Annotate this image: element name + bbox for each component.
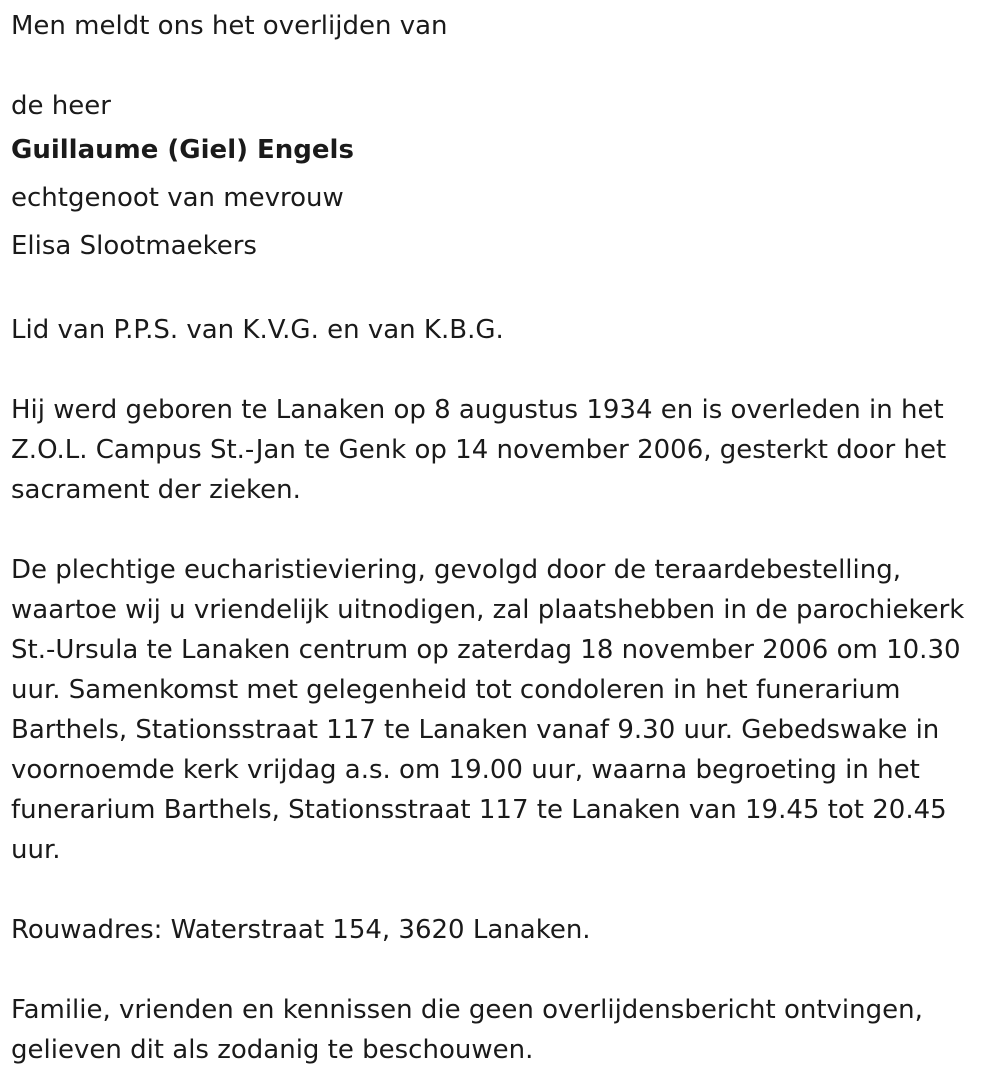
spouse-intro: echtgenoot van mevrouw bbox=[11, 183, 344, 213]
membership-text: Lid van P.P.S. van K.V.G. en van K.B.G. bbox=[11, 315, 504, 345]
intro-text: Men meldt ons het overlijden van bbox=[11, 11, 448, 41]
spacer bbox=[11, 350, 989, 390]
spouse-name: Elisa Slootmaekers bbox=[11, 231, 257, 261]
birth-death-paragraph bbox=[11, 390, 989, 510]
paragraph-line: uur. bbox=[11, 835, 61, 865]
spacer bbox=[11, 870, 989, 910]
paragraph-line: Z.O.L. Campus St.-Jan te Genk op 14 november 2006, gesterkt door het bbox=[11, 435, 947, 465]
paragraph-line: Barthels, Stationsstraat 117 te Lanaken vanaf 9.30 uur. Gebedswake in bbox=[11, 715, 940, 745]
deceased-name: Guillaume (Giel) Engels bbox=[11, 135, 354, 165]
spacer bbox=[11, 46, 989, 86]
paragraph-line: uur. Samenkomst met gelegenheid tot condoleren in het funerarium bbox=[11, 675, 901, 705]
ceremony-paragraph bbox=[11, 550, 989, 870]
paragraph-line: Familie, vrienden en kennissen die geen overlijdensbericht ontvingen, bbox=[11, 995, 923, 1025]
paragraph-line: gelieven dit als zodanig te beschouwen. bbox=[11, 1035, 534, 1065]
paragraph-line: St.-Ursula te Lanaken centrum op zaterdag 18 november 2006 om 10.30 bbox=[11, 635, 961, 665]
paragraph-line: Hij werd geboren te Lanaken op 8 augustus 1934 en is overleden in het bbox=[11, 395, 944, 425]
obituary-notice bbox=[11, 6, 989, 1070]
spacer bbox=[11, 270, 989, 310]
spacer bbox=[11, 510, 989, 550]
closing-paragraph bbox=[11, 990, 989, 1070]
mourning-address: Rouwadres: Waterstraat 154, 3620 Lanaken. bbox=[11, 915, 591, 945]
paragraph-line: sacrament der zieken. bbox=[11, 475, 301, 505]
paragraph-line: waartoe wij u vriendelijk uitnodigen, zal plaatshebben in de parochiekerk bbox=[11, 595, 965, 625]
paragraph-line: voornoemde kerk vrijdag a.s. om 19.00 uur, waarna begroeting in het bbox=[11, 755, 920, 785]
spacer bbox=[11, 950, 989, 990]
paragraph-line: De plechtige eucharistieviering, gevolgd door de teraardebestelling, bbox=[11, 555, 902, 585]
paragraph-line: funerarium Barthels, Stationsstraat 117 te Lanaken van 19.45 tot 20.45 bbox=[11, 795, 947, 825]
title-prefix: de heer bbox=[11, 91, 111, 121]
